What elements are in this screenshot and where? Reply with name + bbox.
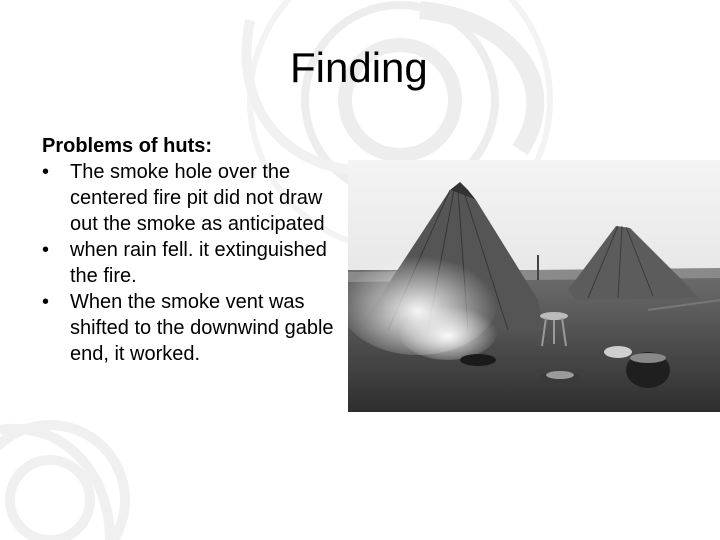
body-heading: Problems of huts: bbox=[42, 135, 213, 157]
bullet-list bbox=[42, 159, 342, 367]
bullet-icon: • bbox=[42, 239, 50, 261]
bullet-icon: • bbox=[42, 291, 50, 313]
bullet-text: when rain fell. it extinguished the fire. bbox=[70, 239, 327, 287]
title-text: Finding bbox=[290, 44, 428, 91]
bullet-text: The smoke hole over the centered fire pit did not draw out the smoke as anticipated bbox=[70, 161, 325, 235]
list-item bbox=[42, 237, 342, 289]
list-item bbox=[42, 289, 342, 367]
bullet-icon: • bbox=[42, 161, 50, 183]
list-item bbox=[42, 159, 342, 237]
bullet-text: When the smoke vent was shifted to the downwind gable end, it worked. bbox=[70, 291, 334, 365]
huts-photograph bbox=[348, 160, 720, 412]
slide-body bbox=[42, 133, 342, 367]
